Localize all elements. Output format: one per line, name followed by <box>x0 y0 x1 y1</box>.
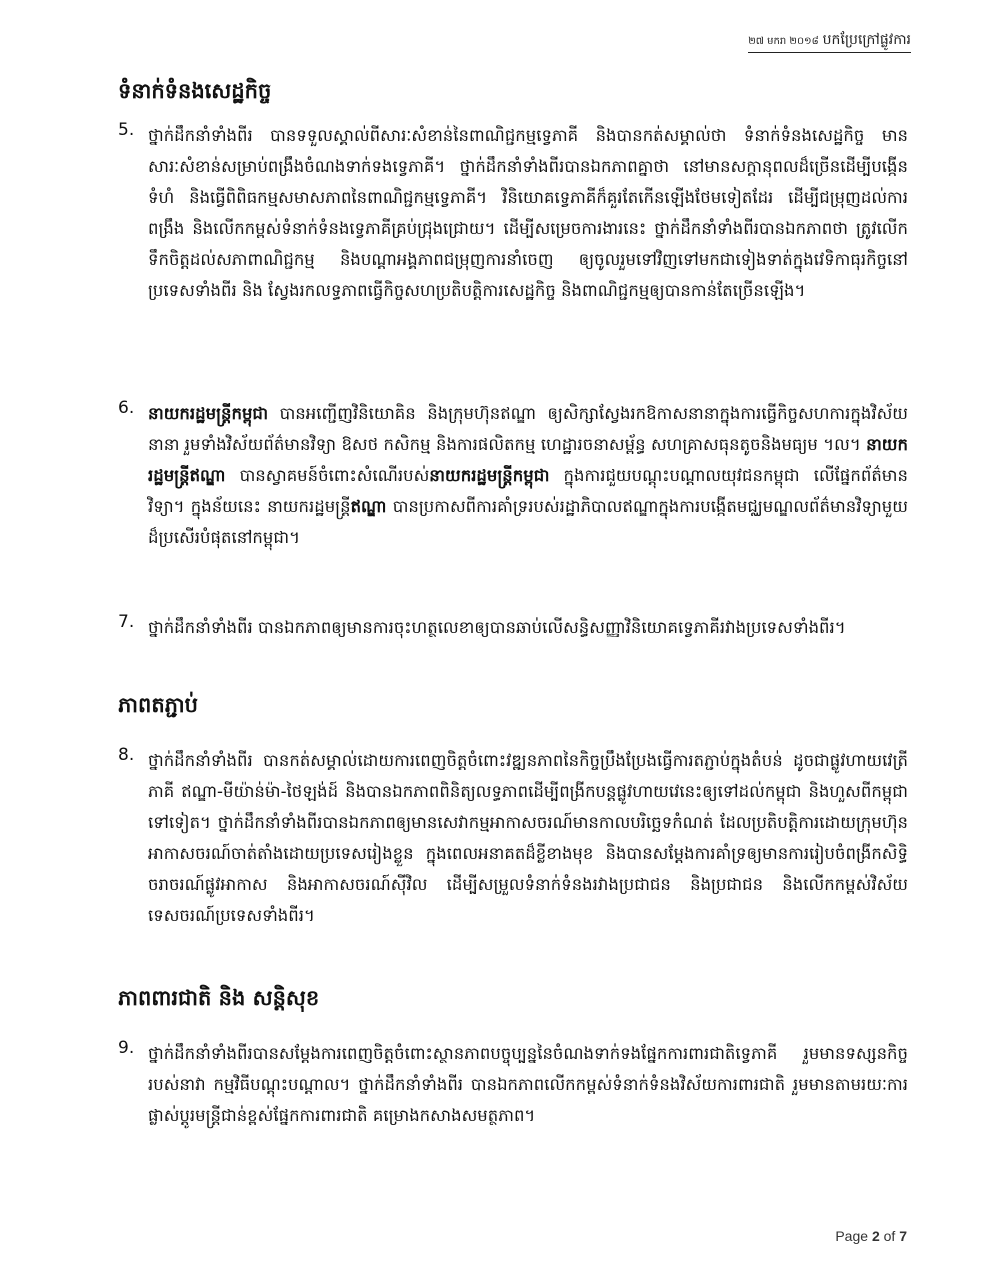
section-heading-connectivity: ភាពតភ្ជាប់ <box>118 693 198 717</box>
paragraph-text: ថ្នាក់ដឹកនាំទាំងពីរ បានកត់សម្គាល់ដោយការពេញចិត្តចំពោះវឌ្ឍនភាពនៃកិច្ចប្រឹងប្រែងធ្វើការតភ្ជាប់ក្នុងតំបន់ ដូចជាផ្លូវហាយវេត្រីភាគី ឥណ្ឌា-មីយ៉ាន់ម៉ា-ថៃឡង់ដ៍ និងបានឯកភាពពិនិត្យលទ្ធភាពដើម្បីពង្រីកបន្តផ្លូវហាយវេនេះឲ្យទៅដល់កម្ពុជា និងហួសពីកម្ពុជាទៅទៀត។ ថ្នាក់ដឹកនាំទាំងពីរបានឯកភាពឲ្យមានសេវាកម្មអាកាសចរណ៍មានកាលបរិច្ឆេទកំណត់ ដែលប្រតិបត្តិការដោយក្រុមហ៊ុនអាកាសចរណ៍ចាត់តាំងដោយប្រទេសរៀងខ្លួន ក្នុងពេលអនាគតដ៏ខ្លីខាងមុខ និងបានសម្តែងការគាំទ្រឲ្យមានការរៀបចំពង្រីកសិទ្ធិចរាចរណ៍ផ្លូវអាកាស និងអាកាសចរណ៍ស៊ីវិល ដើម្បីសម្រួលទំនាក់ទំនងរវាងប្រជាជន និងប្រជាជន និងលើកកម្ពស់វិស័យទេសចរណ៍ប្រទេសទាំងពីរ។ <box>148 751 908 925</box>
paragraph-number: 9. <box>118 1038 135 1058</box>
paragraph-number: 8. <box>118 745 135 765</box>
paragraph-text: ថ្នាក់ដឹកនាំទាំងពីរ បានឯកភាពឲ្យមានការចុះហត្ថលេខាឲ្យបានឆាប់លើសន្ធិសញ្ញាវិនិយោគទ្វេភាគីរវាងប្រទេសទាំងពីរ។ <box>148 618 846 637</box>
section-heading-defence: ភាពពារជាតិ និង សន្តិសុខ <box>118 986 320 1010</box>
bold-term: នាយករដ្ឋមន្ត្រីកម្ពុជា <box>148 404 269 423</box>
footer-total-pages: 7 <box>899 1228 907 1244</box>
paragraph-text: ថ្នាក់ដឹកនាំទាំងពីរបានសម្តែងការពេញចិត្តចំពោះស្ថានភាពបច្ចុប្បន្ននៃចំណងទាក់ទងផ្នែកការពារជាតិទ្វេភាគី រួមមានទស្សនកិច្ចរបស់នាវា កម្មវិធីបណ្តុះបណ្តាល។ ថ្នាក់ដឹកនាំទាំងពីរ បានឯកភាពលើកកម្ពស់ទំនាក់ទំនងវិស័យការពារជាតិ រួមមានតាមរយៈការផ្លាស់ប្តូរមន្ត្រីជាន់ខ្ពស់ផ្នែកការពារជាតិ គម្រោងកសាងសមត្ថភាព។ <box>148 1044 908 1125</box>
footer-prefix: Page <box>835 1228 872 1244</box>
paragraph-number: 7. <box>118 612 135 632</box>
text-run: បានប្រកាសពីការគាំទ្ររបស់រដ្ឋាភិបាលឥណ្ឌាក្នុងការបង្កើតមជ្ឈមណ្ឌលព័ត៌មានវិទ្យាមួយដ៏ប្រសើរបំផុតនៅកម្ពុជា។ <box>148 497 908 547</box>
header-label: បកប្រែក្រៅផ្លូវការ <box>822 32 911 48</box>
header-date: ២៧ មករា ២០១៨ <box>748 36 819 47</box>
bold-term: នាយករដ្ឋមន្ត្រីកម្ពុជា <box>429 466 550 485</box>
paragraph-text <box>148 398 908 553</box>
section-heading-economic: ទំនាក់ទំនងសេដ្ឋកិច្ច <box>118 79 272 103</box>
paragraph-text: ថ្នាក់ដឹកនាំទាំងពីរ បានទទួលស្គាល់ពីសារៈសំខាន់នៃពាណិជ្ជកម្មទ្វេភាគី និងបានកត់សម្គាល់ថា ទំនាក់ទំនងសេដ្ឋកិច្ច មានសារៈសំខាន់សម្រាប់ពង្រឹងចំណងទាក់ទងទ្វេភាគី។ ថ្នាក់ដឹកនាំទាំងពីរបានឯកភាពគ្នាថា នៅមានសក្តានុពលដ៏ច្រើនដើម្បីបង្កើនទំហំ និងធ្វើពិពិធកម្មសមាសភាពនៃពាណិជ្ជកម្មទ្វេភាគី។ វិនិយោគទ្វេភាគីក៏គួរតែកើនឡើងថែមទៀតដែរ ដើម្បីជម្រុញដល់ការពង្រឹង និងលើកកម្ពស់ទំនាក់ទំនងទ្វេភាគីគ្រប់ជ្រុងជ្រោយ។ ដើម្បីសម្រេចការងារនេះ ថ្នាក់ដឹកនាំទាំងពីរបានឯកភាពថា ត្រូវលើកទឹកចិត្តដល់សភាពាណិជ្ជកម្ម និងបណ្តាអង្គភាពជម្រុញការនាំចេញ ឲ្យចូលរួមទៅវិញទៅមកជាទៀងទាត់ក្នុងវេទិកាធុរកិច្ចនៅប្រទេសទាំងពីរ និង ស្វែងរកលទ្ធភាពធ្វើកិច្ចសហប្រតិបត្តិការសេដ្ឋកិច្ច និងពាណិជ្ជកម្មឲ្យបានកាន់តែច្រើនឡើង។ <box>148 126 908 300</box>
paragraph-number: 6. <box>118 398 135 418</box>
bold-term: ឥណ្ឌា <box>350 497 387 516</box>
text-run: បានស្វាគមន៍ចំពោះសំណើរបស់ <box>225 466 430 485</box>
header-note <box>748 30 911 53</box>
text-run: បានអញ្ជើញវិនិយោគិន និងក្រុមហ៊ុនឥណ្ឌា ឲ្យសិក្សាស្វែងរកឱកាសនានាក្នុងការធ្វើកិច្ចសហការក្នុងវិស័យនានា រួមទាំងវិស័យព័ត៌មានវិទ្យា ឱសថ កសិកម្ម និងការផលិតកម្ម ហេដ្ឋារចនាសម្ព័ន្ធ សហគ្រាសធុនតូចនិងមធ្យម ។ល។ <box>148 404 908 454</box>
bold-term: នាយករដ្ឋមន្ត្រីឥណ្ឌា <box>148 435 908 485</box>
footer-current-page: 2 <box>871 1228 880 1244</box>
footer-middle: of <box>879 1228 900 1244</box>
page-number-footer <box>835 1228 907 1244</box>
text-run: ក្នុងការជួយបណ្តុះបណ្តាលយុវជនកម្ពុជា លើផ្នែកព័ត៌មានវិទ្យា។ ក្នុងន័យនេះ នាយករដ្ឋមន្ត្រី <box>148 466 908 516</box>
paragraph-number: 5. <box>118 120 135 140</box>
